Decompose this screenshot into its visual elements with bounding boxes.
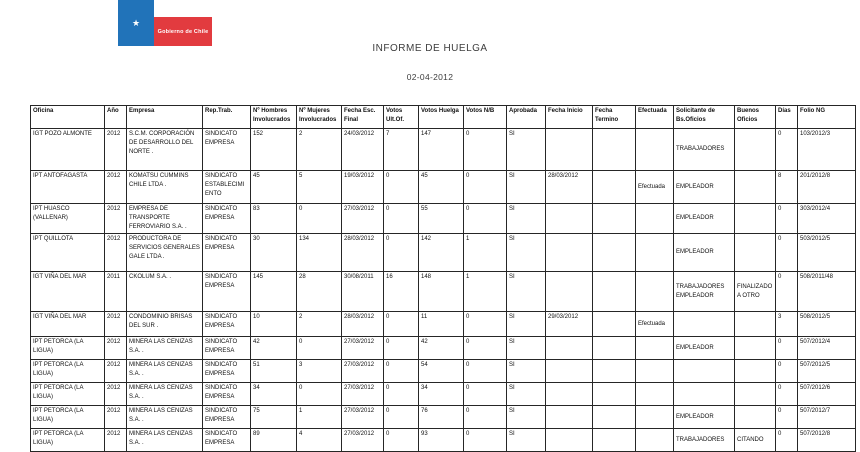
- table-cell: [546, 204, 593, 234]
- table-cell: IPT PETORCA (LA LIGUA): [31, 360, 105, 383]
- table-cell: EMPLEADOR: [674, 171, 735, 204]
- logo-text: Gobierno de Chile: [157, 28, 209, 35]
- table-cell: 0: [384, 337, 419, 360]
- column-header: Año: [105, 106, 127, 129]
- table-cell: 2012: [105, 406, 127, 429]
- table-cell: [636, 272, 674, 312]
- table-cell: 34: [251, 383, 297, 406]
- table-cell: [546, 272, 593, 312]
- table-cell: [735, 337, 776, 360]
- table-cell: 0: [384, 171, 419, 204]
- column-header: Rep.Trab.: [203, 106, 251, 129]
- table-cell: 152: [251, 129, 297, 171]
- table-cell: 28/03/2012: [342, 312, 384, 337]
- table-cell: 2012: [105, 234, 127, 272]
- table-body: [31, 129, 856, 452]
- table-cell: 30: [251, 234, 297, 272]
- table-cell: [546, 429, 593, 452]
- table-cell: SINDICATO EMPRESA: [203, 337, 251, 360]
- table-cell: SINDICATO EMPRESA: [203, 129, 251, 171]
- table-cell: [674, 312, 735, 337]
- table-cell: 27/03/2012: [342, 406, 384, 429]
- column-header: Folio NG: [798, 106, 856, 129]
- table-cell: 27/03/2012: [342, 383, 384, 406]
- table-cell: MINERA LAS CENIZAS S.A. .: [127, 360, 203, 383]
- table-cell: EMPRESA DE TRANSPORTE FERROVIARIO S.A. .: [127, 204, 203, 234]
- table-cell: 93: [419, 429, 464, 452]
- table-cell: 10: [251, 312, 297, 337]
- table-cell: SINDICATO EMPRESA: [203, 383, 251, 406]
- table-cell: 3: [776, 312, 798, 337]
- table-cell: [593, 360, 636, 383]
- table-cell: SI: [507, 383, 546, 406]
- table-cell: [735, 129, 776, 171]
- table-cell: IPT ANTOFAGASTA: [31, 171, 105, 204]
- table-cell: 2012: [105, 204, 127, 234]
- table-cell: [593, 429, 636, 452]
- table-cell: EMPLEADOR: [674, 337, 735, 360]
- table-cell: 0: [384, 429, 419, 452]
- table-row: [31, 312, 856, 337]
- table-cell: [636, 406, 674, 429]
- column-header: Votos Huelga: [419, 106, 464, 129]
- table-cell: FINALIZADO A OTRO: [735, 272, 776, 312]
- table-cell: 507/2012/6: [798, 383, 856, 406]
- table-cell: 0: [464, 429, 507, 452]
- table-cell: 27/03/2012: [342, 204, 384, 234]
- table-cell: IPT PETORCA (LA LIGUA): [31, 337, 105, 360]
- column-header: Fecha Termino: [593, 106, 636, 129]
- table-cell: 0: [776, 129, 798, 171]
- table-cell: [546, 234, 593, 272]
- table-cell: 0: [464, 406, 507, 429]
- table-cell: SINDICATO EMPRESA: [203, 312, 251, 337]
- table-cell: EMPLEADOR: [674, 406, 735, 429]
- table-cell: 4: [297, 429, 342, 452]
- table-cell: IGT POZO ALMONTE: [31, 129, 105, 171]
- table-cell: [593, 337, 636, 360]
- table-cell: 27/03/2012: [342, 429, 384, 452]
- table-cell: TRABAJADORES EMPLEADOR: [674, 272, 735, 312]
- table-cell: 89: [251, 429, 297, 452]
- table-cell: TRABAJADORES: [674, 429, 735, 452]
- report-date: 02-04-2012: [406, 72, 454, 82]
- table-cell: IPT PETORCA (LA LIGUA): [31, 429, 105, 452]
- table-cell: [636, 337, 674, 360]
- table-cell: CKOLUM S.A. .: [127, 272, 203, 312]
- table-cell: SI: [507, 204, 546, 234]
- table-cell: 0: [776, 360, 798, 383]
- logo-red-banner: [154, 17, 212, 46]
- table-cell: [674, 383, 735, 406]
- table-cell: 0: [776, 429, 798, 452]
- table-cell: 2012: [105, 383, 127, 406]
- table-cell: 8: [776, 171, 798, 204]
- table-cell: MINERA LAS CENIZAS S.A. .: [127, 337, 203, 360]
- column-header: Aprobada: [507, 106, 546, 129]
- table-cell: 0: [464, 360, 507, 383]
- table-row: [31, 429, 856, 452]
- table-cell: 507/2012/5: [798, 360, 856, 383]
- table-cell: MINERA LAS CENIZAS S.A. .: [127, 406, 203, 429]
- star-icon: ★: [131, 17, 141, 28]
- table-cell: 0: [776, 406, 798, 429]
- table-header-row: [31, 106, 856, 129]
- table-cell: [593, 406, 636, 429]
- table-cell: IPT HUASCO (VALLENAR): [31, 204, 105, 234]
- table-cell: 28/03/2012: [342, 234, 384, 272]
- table-cell: 2011: [105, 272, 127, 312]
- column-header: Nº Mujeres Involucrados: [297, 106, 342, 129]
- table-cell: [636, 204, 674, 234]
- table-cell: 0: [776, 337, 798, 360]
- table-cell: 24/03/2012: [342, 129, 384, 171]
- table-cell: 507/2012/4: [798, 337, 856, 360]
- table-cell: SI: [507, 337, 546, 360]
- table-cell: 0: [384, 234, 419, 272]
- table-cell: 0: [464, 129, 507, 171]
- table-cell: 42: [251, 337, 297, 360]
- column-header: Empresa: [127, 106, 203, 129]
- table-cell: IGT VIÑA DEL MAR: [31, 272, 105, 312]
- table-cell: 503/2012/5: [798, 234, 856, 272]
- column-header: Nº Hombres Involucrados: [251, 106, 297, 129]
- table-cell: [593, 272, 636, 312]
- table-cell: 2012: [105, 312, 127, 337]
- table-cell: 1: [464, 234, 507, 272]
- table-cell: 2: [297, 312, 342, 337]
- table-cell: SI: [507, 360, 546, 383]
- table-cell: 2012: [105, 337, 127, 360]
- table-cell: 201/2012/8: [798, 171, 856, 204]
- table-cell: 0: [384, 204, 419, 234]
- table-cell: Efectuada: [636, 171, 674, 204]
- table-cell: SI: [507, 234, 546, 272]
- gobierno-de-chile-logo: [118, 0, 212, 47]
- table-cell: 45: [419, 171, 464, 204]
- table-cell: 507/2012/8: [798, 429, 856, 452]
- table-cell: 0: [297, 337, 342, 360]
- table-cell: Efectuada: [636, 312, 674, 337]
- table-cell: 103/2012/3: [798, 129, 856, 171]
- table-cell: [735, 360, 776, 383]
- table-cell: IGT VIÑA DEL MAR: [31, 312, 105, 337]
- table-cell: [674, 360, 735, 383]
- table-cell: 508/2012/5: [798, 312, 856, 337]
- table-cell: [735, 234, 776, 272]
- table-cell: [593, 204, 636, 234]
- table-cell: 148: [419, 272, 464, 312]
- table-cell: SINDICATO EMPRESA: [203, 234, 251, 272]
- table-cell: SI: [507, 312, 546, 337]
- table-cell: 0: [776, 272, 798, 312]
- table-cell: 28/03/2012: [546, 171, 593, 204]
- table-cell: 45: [251, 171, 297, 204]
- table-cell: SINDICATO EMPRESA: [203, 406, 251, 429]
- table-cell: 142: [419, 234, 464, 272]
- table-cell: 54: [419, 360, 464, 383]
- table-row: [31, 171, 856, 204]
- table-cell: 2: [297, 129, 342, 171]
- table-cell: [546, 406, 593, 429]
- table-cell: 34: [419, 383, 464, 406]
- table-cell: [546, 129, 593, 171]
- table-cell: CONDOMINIO BRISAS DEL SUR .: [127, 312, 203, 337]
- table-cell: 0: [776, 204, 798, 234]
- table-row: [31, 272, 856, 312]
- report-title: INFORME DE HUELGA: [372, 43, 488, 54]
- table-cell: 29/03/2012: [546, 312, 593, 337]
- column-header: Votos N/B: [464, 106, 507, 129]
- table-cell: 0: [384, 383, 419, 406]
- table-cell: [636, 360, 674, 383]
- table-cell: 7: [384, 129, 419, 171]
- table-row: [31, 234, 856, 272]
- table-cell: 1: [297, 406, 342, 429]
- table-cell: 0: [776, 234, 798, 272]
- table-cell: PRODUCTORA DE SERVICIOS GENERALES GALE LTDA .: [127, 234, 203, 272]
- table-cell: 145: [251, 272, 297, 312]
- table-cell: 51: [251, 360, 297, 383]
- table-cell: 0: [776, 383, 798, 406]
- table-cell: SI: [507, 272, 546, 312]
- table-cell: 303/2012/4: [798, 204, 856, 234]
- table-cell: IPT PETORCA (LA LIGUA): [31, 406, 105, 429]
- table-cell: 0: [464, 383, 507, 406]
- table-cell: [636, 429, 674, 452]
- table-cell: IPT PETORCA (LA LIGUA): [31, 383, 105, 406]
- table-cell: [593, 129, 636, 171]
- table-cell: 147: [419, 129, 464, 171]
- table-cell: 55: [419, 204, 464, 234]
- table-cell: 0: [384, 312, 419, 337]
- table-cell: [593, 312, 636, 337]
- table-row: [31, 406, 856, 429]
- table-cell: [636, 129, 674, 171]
- table-cell: SI: [507, 406, 546, 429]
- table-cell: 134: [297, 234, 342, 272]
- table-cell: IPT QUILLOTA: [31, 234, 105, 272]
- table-cell: 508/2011/48: [798, 272, 856, 312]
- table-cell: 0: [464, 337, 507, 360]
- table-cell: [546, 383, 593, 406]
- column-header: Fecha Esc. Final: [342, 106, 384, 129]
- table-cell: EMPLEADOR: [674, 234, 735, 272]
- column-header: Efectuada: [636, 106, 674, 129]
- table-cell: KOMATSU CUMMINS CHILE LTDA .: [127, 171, 203, 204]
- table-row: [31, 360, 856, 383]
- table-cell: 16: [384, 272, 419, 312]
- table-cell: 5: [297, 171, 342, 204]
- table-cell: 27/03/2012: [342, 337, 384, 360]
- table-cell: [735, 204, 776, 234]
- table-cell: 83: [251, 204, 297, 234]
- table-cell: 2012: [105, 129, 127, 171]
- table-cell: 1: [464, 272, 507, 312]
- table-cell: 19/03/2012: [342, 171, 384, 204]
- table-cell: 0: [384, 406, 419, 429]
- table-cell: [593, 234, 636, 272]
- column-header: Solicitante de Bs.Oficios: [674, 106, 735, 129]
- table-cell: 28: [297, 272, 342, 312]
- table-cell: TRABAJADORES: [674, 129, 735, 171]
- table-cell: 2012: [105, 360, 127, 383]
- column-header: Días: [776, 106, 798, 129]
- table-cell: [546, 337, 593, 360]
- table-cell: S.C.M. CORPORACIÓN DE DESARROLLO DEL NORTE .: [127, 129, 203, 171]
- column-header: Fecha Inicio: [546, 106, 593, 129]
- table-cell: 30/08/2011: [342, 272, 384, 312]
- table-cell: 0: [297, 204, 342, 234]
- table-cell: [636, 383, 674, 406]
- table-cell: [546, 360, 593, 383]
- table-cell: [593, 383, 636, 406]
- table-cell: 0: [464, 312, 507, 337]
- table-cell: SI: [507, 129, 546, 171]
- table-cell: [735, 406, 776, 429]
- table-cell: [735, 171, 776, 204]
- table-row: [31, 383, 856, 406]
- table-cell: SI: [507, 171, 546, 204]
- table-cell: 0: [384, 360, 419, 383]
- table-cell: MINERA LAS CENIZAS S.A. .: [127, 383, 203, 406]
- table-cell: [735, 312, 776, 337]
- table-cell: [735, 383, 776, 406]
- table-cell: SINDICATO EMPRESA: [203, 360, 251, 383]
- table-cell: 11: [419, 312, 464, 337]
- table-cell: 2012: [105, 171, 127, 204]
- table-cell: SINDICATO ESTABLECIMIENTO: [203, 171, 251, 204]
- column-header: Oficina: [31, 106, 105, 129]
- logo-blue-emblem: [118, 0, 154, 46]
- table-cell: [636, 234, 674, 272]
- table-cell: SI: [507, 429, 546, 452]
- table-row: [31, 204, 856, 234]
- table-cell: 0: [297, 383, 342, 406]
- table-cell: 507/2012/7: [798, 406, 856, 429]
- strike-table: [30, 105, 856, 452]
- table-cell: 42: [419, 337, 464, 360]
- table-cell: 27/03/2012: [342, 360, 384, 383]
- column-header: Buenos Oficios: [735, 106, 776, 129]
- table-cell: SINDICATO EMPRESA: [203, 272, 251, 312]
- table-cell: MINERA LAS CENIZAS S.A. .: [127, 429, 203, 452]
- table-cell: EMPLEADOR: [674, 204, 735, 234]
- table-cell: CITANDO: [735, 429, 776, 452]
- table-cell: 0: [464, 171, 507, 204]
- table-row: [31, 129, 856, 171]
- table-cell: 75: [251, 406, 297, 429]
- table-cell: SINDICATO EMPRESA: [203, 204, 251, 234]
- column-header: Votos Ult.Of.: [384, 106, 419, 129]
- table-cell: 76: [419, 406, 464, 429]
- table-cell: [593, 171, 636, 204]
- table-cell: SINDICATO EMPRESA: [203, 429, 251, 452]
- table-cell: 2012: [105, 429, 127, 452]
- table-row: [31, 337, 856, 360]
- table-cell: 3: [297, 360, 342, 383]
- table-cell: 0: [464, 204, 507, 234]
